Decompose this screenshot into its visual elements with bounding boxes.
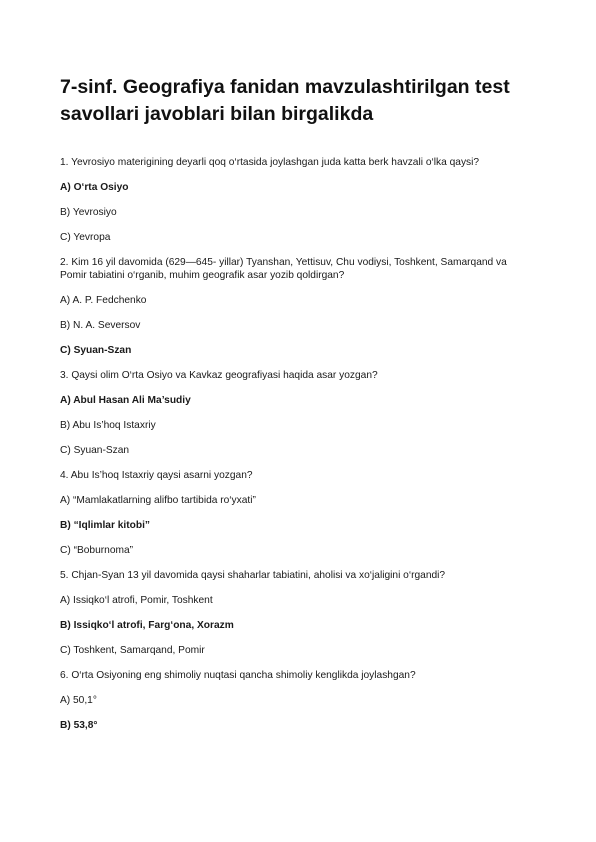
correct-answer-option: B) 53,8° — [60, 720, 98, 731]
correct-answer-option: A) O‘rta Osiyo — [60, 182, 129, 193]
answer-option: B) Yevrosiyo — [60, 207, 117, 218]
correct-answer-option: B) “Iqlimlar kitobi” — [60, 520, 150, 531]
answer-option: C) “Boburnoma” — [60, 545, 134, 556]
answer-option: C) Syuan-Szan — [60, 445, 130, 456]
question-text: 5. Chjan-Syan 13 yil davomida qaysi shaharlar tabiatini, aholisi va xo‘jaligini o‘rgandi? — [60, 570, 446, 581]
question-text: 2. Kim 16 yil davomida (629—645- yillar) Tyanshan, Yettisuv, Chu vodiysi, Toshkent, Samarqand va Pomir tabiatini o‘rganib, muhim geografik asar yozib qoldirgan? — [60, 257, 507, 281]
question-text: 1. Yevrosiyo materigining deyarli qoq o‘rtasida joylashgan juda katta berk havzali o‘lka qaysi? — [60, 157, 480, 168]
answer-option: A) Issiqko‘l atrofi, Pomir, Toshkent — [60, 595, 213, 606]
correct-answer-option: B) Issiqko‘l atrofi, Farg‘ona, Xorazm — [60, 620, 234, 631]
answer-option: C) Yevropa — [60, 232, 111, 243]
answer-option: A) “Mamlakatlarning alifbo tartibida ro‘yxati” — [60, 495, 256, 506]
correct-answer-option: A) Abul Hasan Ali Ma’sudiy — [60, 395, 191, 406]
question-text: 6. O‘rta Osiyoning eng shimoliy nuqtasi qancha shimoliy kenglikda joylashgan? — [60, 670, 416, 681]
answer-option: A) 50,1° — [60, 695, 97, 706]
question-text: 4. Abu Is’hoq Istaxriy qaysi asarni yozgan? — [60, 470, 253, 481]
question-list — [60, 156, 536, 732]
answer-option: B) Abu Is’hoq Istaxriy — [60, 420, 156, 431]
answer-option: C) Toshkent, Samarqand, Pomir — [60, 645, 205, 656]
answer-option: B) N. A. Seversov — [60, 320, 141, 331]
question-text: 3. Qaysi olim O‘rta Osiyo va Kavkaz geografiyasi haqida asar yozgan? — [60, 370, 378, 381]
correct-answer-option: C) Syuan-Szan — [60, 345, 132, 356]
answer-option: A) A. P. Fedchenko — [60, 295, 147, 306]
document-title: 7-sinf. Geografiya fanidan mavzulashtirilgan test savollari javoblari bilan birgalikda — [60, 76, 510, 125]
